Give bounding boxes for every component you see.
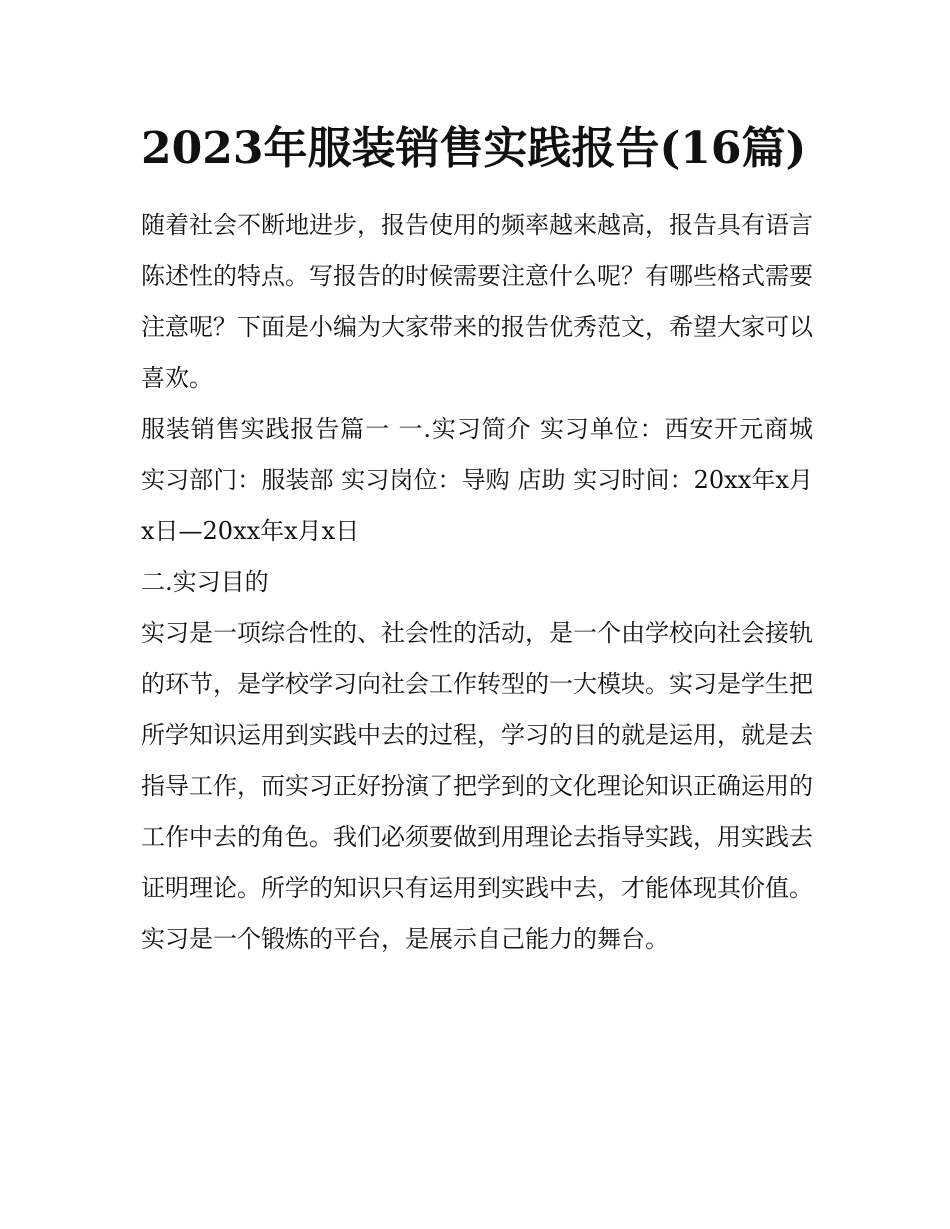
document-title: 2023年服装销售实践报告(16篇) xyxy=(141,123,807,174)
title-spacer xyxy=(141,186,813,200)
internship-summary-paragraph: 服装销售实践报告篇一 一.实习简介 实习单位：西安开元商城 实习部门：服装部 实习岗位：导购 店助 实习时间：20xx年x月x日—20xx年x月x日 xyxy=(141,415,813,545)
section-heading-purpose: 二.实习目的 xyxy=(141,568,269,596)
purpose-paragraph: 实习是一项综合性的、社会性的活动，是一个由学校向社会接轨的环节，是学校学习向社会工作转型的一大模块。实习是学生把所学知识运用到实践中去的过程，学习的目的就是运用，就是去指导工作，而实习正好扮演了把学到的文化理论知识正确运用的工作中去的角色。我们必须要做到用理论去指导实践，用实践去证明理论。所学的知识只有运用到实践中去，才能体现其价值。实习是一个锻炼的平台，是展示自己能力的舞台。 xyxy=(141,619,813,953)
document-page xyxy=(141,112,813,965)
intro-paragraph: 随着社会不断地进步，报告使用的频率越来越高，报告具有语言陈述性的特点。写报告的时候需要注意什么呢？有哪些格式需要注意呢？下面是小编为大家带来的报告优秀范文，希望大家可以喜欢。 xyxy=(141,211,813,392)
